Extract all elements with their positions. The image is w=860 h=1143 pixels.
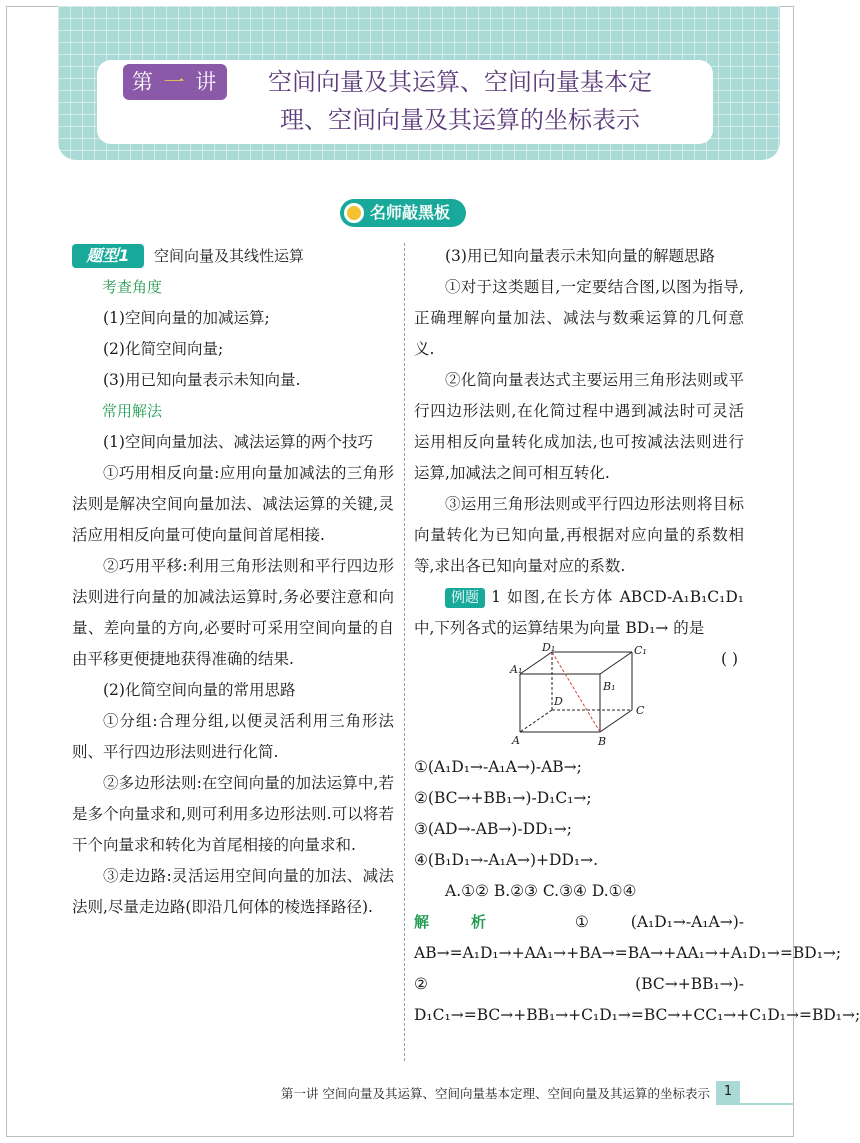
- label-d1: D₁: [542, 641, 556, 654]
- page-title: [240, 63, 680, 139]
- lecture-prefix: 第: [131, 70, 155, 94]
- paragraph: (1)空间向量加法、减法运算的两个技巧: [103, 433, 373, 451]
- label-b: B: [598, 735, 607, 748]
- method-heading: 常用解法: [102, 402, 163, 420]
- label-b1: B₁: [603, 680, 616, 693]
- option-item: ③(AD→-AB→)-DD₁→;: [414, 820, 572, 838]
- banner-label: 名师敲黑板: [370, 203, 451, 222]
- angle-item: (1)空间向量的加减运算;: [103, 309, 270, 327]
- footer-rule: [716, 1103, 794, 1105]
- answer-choices: A.①② B.②③ C.③④ D.①④: [445, 882, 637, 900]
- option-item: ②(BC→+BB₁→)-D₁C₁→;: [414, 789, 592, 807]
- solution-2: ②(BC→+BB₁→)-D₁C₁→=BC→+BB₁→+C₁D₁→=BC→+CC₁→+C₁D₁→=BD₁→;: [414, 975, 860, 1024]
- paragraph: ②化简向量表达式主要运用三角形法则或平行四边形法则,在化简过程中遇到减法时可灵活运用相反向量转化成加法,也可按减法法则进行运算,加减法之间可相互转化.: [414, 371, 744, 482]
- right-column: [414, 241, 860, 1031]
- example-number: 1: [491, 588, 502, 606]
- paragraph: ①分组:合理分组,以便灵活利用三角形法则、平行四边形法则进行化简.: [72, 712, 394, 761]
- title-line-2: 理、空间向量及其运算的坐标表示: [280, 106, 640, 134]
- solution-line: [414, 907, 842, 969]
- page-number: 1: [716, 1081, 740, 1103]
- label-c: C: [636, 704, 645, 717]
- option-item: ①(A₁D₁→-A₁A→)-AB→;: [414, 758, 582, 776]
- angle-item: (3)用已知向量表示未知向量.: [103, 371, 301, 389]
- example-question: [414, 582, 745, 668]
- running-footer: 第一讲 空间向量及其运算、空间向量基本定理、空间向量及其运算的坐标表示: [281, 1086, 710, 1101]
- left-column: [72, 241, 394, 923]
- angle-item: (2)化简空间向量;: [103, 340, 224, 358]
- type-badge: 题型1: [72, 244, 144, 268]
- banner-circle-icon: [344, 203, 364, 223]
- label-d: D: [554, 695, 563, 708]
- label-a1: A₁: [510, 663, 523, 676]
- answer-paren: ( ): [720, 650, 738, 668]
- type-title: 空间向量及其线性运算: [154, 247, 305, 265]
- section-banner: [340, 199, 466, 227]
- paragraph: ①对于这类题目,一定要结合图,以图为指导,正确理解向量加法、减法与数乘运算的几何意义.: [414, 278, 744, 358]
- solution-heading: 解析: [414, 913, 528, 931]
- paragraph: ③运用三角形法则或平行四边形法则将目标向量转化为已知向量,再根据对应向量的系数相等,求出各已知向量对应的系数.: [414, 495, 744, 575]
- lecture-number: 一: [163, 70, 187, 94]
- example-badge: 例题: [445, 588, 485, 608]
- paragraph: ②多边形法则:在空间向量的加法运算中,若是多个向量求和,则可利用多边形法则.可以将若干个向量求和转化为首尾相接的向量求和.: [72, 774, 394, 854]
- lecture-suffix: 讲: [195, 70, 219, 94]
- paragraph: (3)用已知向量表示未知向量的解题思路: [445, 247, 715, 265]
- column-divider: [404, 243, 405, 1061]
- paragraph: ①巧用相反向量:应用向量加减法的三角形法则是解决空间向量加法、减法运算的关键,灵活应用相反向量可使向量间首尾相接.: [72, 464, 394, 544]
- lecture-tag: [123, 64, 227, 100]
- paragraph: ③走边路:灵活运用空间向量的加法、减法法则,尽量走边路(即沿几何体的棱选择路径).: [72, 867, 394, 916]
- option-item: ④(B₁D₁→-A₁A→)+DD₁→.: [414, 851, 599, 869]
- label-c1: C₁: [634, 644, 647, 657]
- cuboid-diagram: [510, 641, 660, 748]
- paragraph: ②巧用平移:利用三角形法则和平行四边形法则进行向量的加减法运算时,务必要注意和向量、差向量的方向,必要时可采用空间向量的自由平移更便捷地获得准确的结果.: [72, 557, 394, 668]
- solution-1: ①(A₁D₁→-A₁A→)-AB→=A₁D₁→+AA₁→+BA→=BA→+AA₁→+A₁D₁→=BD₁→;: [414, 913, 842, 962]
- angle-heading: 考查角度: [102, 278, 163, 296]
- type-heading: [72, 241, 394, 272]
- paragraph: (2)化简空间向量的常用思路: [103, 681, 296, 699]
- label-a: A: [512, 734, 520, 747]
- cuboid-figure: [414, 641, 744, 752]
- example-text: 如图,在长方体 ABCD-A₁B₁C₁D₁ 中,下列各式的运算结果为向量 BD₁→ 的是: [414, 588, 745, 637]
- title-line-1: 空间向量及其运算、空间向量基本定: [268, 68, 652, 96]
